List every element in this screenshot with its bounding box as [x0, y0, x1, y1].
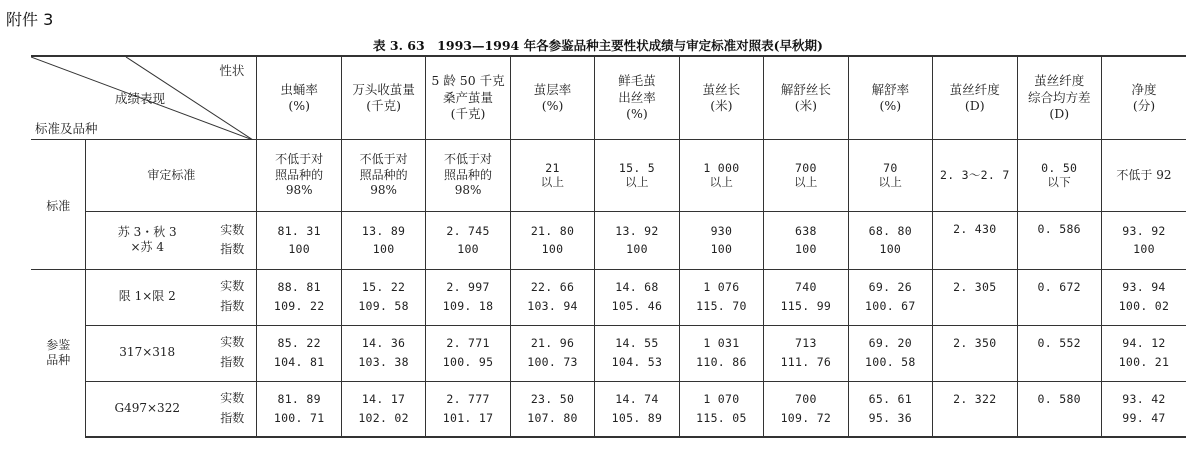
variety-name	[86, 381, 208, 437]
column-header-line: 解舒丝长	[780, 81, 831, 97]
actual-value: 2. 997	[446, 280, 490, 295]
index-value: 100	[1133, 242, 1155, 257]
actual-value: 2. 350	[953, 335, 997, 350]
actual-value: 0. 586	[1037, 222, 1081, 237]
index-value: 100. 95	[442, 355, 494, 369]
data-cell	[341, 325, 425, 381]
criteria-cell	[257, 139, 341, 212]
measure-labels	[208, 269, 257, 325]
data-cell-stack	[849, 280, 932, 314]
data-cell-stack	[426, 336, 509, 370]
column-header-line: 出丝率	[618, 89, 656, 105]
data-cell-stack	[342, 224, 425, 258]
table-caption: 表 3. 63 1993—1994 年各参鉴品种主要性状成绩与审定标准对照表(早秋期)	[373, 38, 823, 53]
data-cell-stack	[680, 280, 763, 314]
data-cell-stack	[595, 224, 678, 258]
criteria-value-line: 不低于 92	[1116, 167, 1172, 182]
variety-name-line: G497×322	[114, 400, 180, 415]
index-value: 100	[626, 242, 648, 257]
actual-value: 85. 22	[277, 336, 321, 351]
index-value: 105. 46	[611, 299, 663, 313]
column-header-line: 鲜毛茧	[618, 73, 656, 89]
actual-value: 2. 430	[953, 222, 997, 237]
index-value: 105. 89	[611, 410, 663, 425]
variety-row	[31, 212, 1186, 269]
data-cell	[933, 212, 1017, 269]
criteria-cell	[848, 139, 932, 212]
group-label-standard: 标准	[46, 199, 71, 214]
column-header-line: (分)	[1132, 97, 1156, 113]
actual-label: 实数	[220, 335, 245, 350]
column-header-line: (%)	[879, 97, 902, 113]
index-value: 100. 73	[527, 355, 578, 369]
column-header	[595, 56, 679, 139]
data-cell-stack	[257, 392, 340, 426]
data-cell	[595, 269, 679, 325]
data-cell	[1101, 269, 1186, 325]
data-cell-stack	[680, 392, 763, 426]
criteria-value-line: 不低于对	[275, 152, 324, 167]
criteria-value-line: 照品种的	[359, 167, 408, 182]
column-header-line: (D)	[964, 97, 985, 113]
column-header-line: 5 龄 50 千克	[431, 73, 505, 89]
data-cell	[848, 269, 932, 325]
data-cell-stack	[1018, 392, 1101, 426]
data-cell-stack	[933, 280, 1016, 314]
column-header-line: 茧丝纤度	[949, 81, 1000, 97]
actual-value: 2. 771	[446, 336, 490, 351]
data-cell	[257, 269, 341, 325]
criteria-value-line: 以下	[1047, 175, 1072, 190]
data-cell	[1101, 212, 1186, 269]
data-cell	[426, 269, 510, 325]
column-header-line: (D)	[1049, 105, 1070, 121]
index-value: 102. 02	[358, 410, 409, 425]
actual-value: 13. 92	[615, 223, 659, 238]
actual-value: 1 031	[703, 336, 740, 351]
data-cell	[510, 269, 594, 325]
data-cell	[426, 325, 510, 381]
actual-value: 740	[795, 280, 817, 295]
data-cell	[510, 381, 594, 437]
data-cell-stack	[595, 392, 678, 426]
data-cell-stack	[764, 336, 847, 370]
index-value: 100	[879, 242, 902, 257]
data-cell	[1101, 325, 1186, 381]
data-cell	[933, 381, 1017, 437]
actual-value: 2. 745	[446, 223, 490, 238]
header-row	[31, 56, 1186, 139]
data-cell	[933, 269, 1017, 325]
criteria-value-line: 98%	[370, 183, 397, 198]
index-value: 100. 67	[865, 299, 916, 313]
actual-value: 14. 17	[361, 391, 406, 406]
measure-label-stack	[208, 391, 256, 426]
index-value: 99. 47	[1122, 410, 1166, 425]
index-value: 100	[541, 242, 564, 257]
criteria-value-line: 70	[883, 160, 898, 175]
index-value: 109. 72	[780, 410, 832, 425]
criteria-value-line: 以上	[878, 175, 903, 190]
data-cell	[341, 381, 425, 437]
index-value: 100	[372, 242, 395, 257]
index-value: 111. 76	[780, 355, 832, 369]
data-cell-stack	[933, 392, 1016, 426]
data-cell	[764, 381, 848, 437]
index-value: 109. 58	[358, 299, 409, 313]
data-cell	[426, 381, 510, 437]
index-value: 100. 71	[273, 410, 325, 425]
index-label: 指数	[220, 299, 245, 313]
data-cell	[510, 212, 594, 269]
criteria-cell	[1101, 139, 1186, 212]
column-header-line: 茧丝长	[702, 81, 741, 97]
criteria-value-line: 照品种的	[444, 167, 493, 182]
column-header	[679, 56, 763, 139]
actual-value: 0. 580	[1037, 391, 1081, 406]
criteria-value-line: 98%	[285, 183, 313, 198]
column-header	[848, 56, 932, 139]
criteria-cell	[341, 139, 425, 212]
column-header	[341, 56, 425, 139]
data-cell	[1017, 381, 1101, 437]
criteria-value-line: 0. 50	[1041, 160, 1078, 175]
data-cell-stack	[511, 336, 594, 370]
actual-value: 0. 672	[1037, 279, 1081, 294]
actual-value: 700	[795, 391, 817, 406]
column-header-line: 万头收茧量	[352, 81, 415, 97]
data-cell-stack	[511, 224, 594, 258]
variety-name-line: 317×318	[119, 345, 176, 360]
data-cell-stack	[257, 280, 340, 314]
group-label-reference	[31, 269, 86, 437]
index-value: 104. 53	[611, 355, 663, 369]
measure-label-stack	[208, 335, 256, 370]
actual-value: 13. 89	[361, 223, 406, 238]
variety-name	[86, 269, 208, 325]
data-cell-stack	[1018, 280, 1101, 314]
data-cell	[764, 325, 848, 381]
column-header-line: (米)	[794, 97, 817, 113]
criteria-value-line: 700	[795, 160, 817, 175]
data-cell-stack	[933, 336, 1016, 370]
criteria-cell	[933, 139, 1017, 212]
column-header	[1101, 56, 1186, 139]
data-cell	[848, 325, 932, 381]
index-value	[1018, 410, 1101, 425]
actual-label: 实数	[220, 279, 245, 294]
column-header-line: (米)	[710, 97, 733, 113]
actual-value: 93. 42	[1122, 391, 1166, 406]
criteria-value-line: 21	[545, 160, 560, 175]
actual-value: 15. 22	[361, 280, 406, 295]
data-cell-stack	[426, 280, 509, 314]
data-cell	[679, 325, 763, 381]
data-cell-stack	[595, 280, 678, 314]
actual-value: 1 076	[703, 280, 740, 295]
column-header-line: 茧层率	[533, 81, 572, 97]
data-cell	[595, 381, 679, 437]
column-header-line: 桑产茧量	[443, 89, 494, 105]
criteria-value-line: 以上	[540, 175, 565, 190]
criteria-cell	[595, 139, 679, 212]
data-cell-stack	[426, 224, 509, 258]
data-cell-stack	[426, 392, 509, 426]
measure-labels	[208, 381, 257, 437]
column-header-line: (%)	[626, 105, 648, 121]
data-cell-stack	[764, 280, 847, 314]
actual-label: 实数	[220, 222, 245, 237]
criteria-value-line: 1 000	[703, 160, 740, 175]
index-label: 指数	[220, 355, 245, 369]
variety-name-line: 苏 3・秋 3	[117, 224, 177, 239]
column-header	[426, 56, 510, 139]
actual-value: 2. 777	[446, 391, 490, 406]
criteria-value-line: 以上	[709, 175, 734, 190]
trait-comparison-table	[31, 55, 1186, 438]
column-header	[257, 56, 341, 139]
data-cell-stack	[764, 392, 847, 426]
column-header-line: 解舒率	[871, 81, 910, 97]
measure-labels	[208, 325, 257, 381]
criteria-cell	[1017, 139, 1101, 212]
index-value: 100	[710, 242, 733, 257]
group-label-reference-line: 参鉴	[46, 337, 71, 352]
data-cell-stack	[257, 224, 340, 258]
data-cell	[595, 325, 679, 381]
data-cell	[1017, 269, 1101, 325]
corner-trait-label: 性状	[219, 63, 245, 78]
data-cell	[679, 269, 763, 325]
data-cell-stack	[933, 222, 1016, 256]
data-cell	[426, 212, 510, 269]
index-value	[1018, 241, 1101, 256]
data-cell	[764, 269, 848, 325]
measure-labels	[208, 212, 257, 269]
index-value: 100	[457, 242, 479, 257]
actual-value: 65. 61	[868, 391, 912, 406]
data-cell-stack	[595, 336, 678, 370]
actual-value: 81. 89	[277, 391, 321, 406]
data-cell-stack	[342, 392, 425, 426]
corner-performance-label: 成绩表现	[115, 91, 166, 106]
index-value: 100. 58	[865, 355, 916, 369]
index-value: 115. 70	[696, 299, 747, 313]
actual-label: 实数	[220, 391, 245, 406]
actual-value: 21. 80	[530, 223, 575, 238]
actual-value: 69. 26	[868, 280, 912, 295]
group-label-reference-line: 品种	[46, 353, 71, 368]
data-cell-stack	[1102, 336, 1186, 370]
data-cell-stack	[849, 336, 932, 370]
data-cell-stack	[1018, 336, 1101, 370]
criteria-value-line: 不低于对	[444, 152, 493, 167]
criteria-cell	[510, 139, 594, 212]
actual-value: 68. 80	[868, 223, 912, 238]
data-cell-stack	[1102, 280, 1186, 314]
actual-value: 81. 31	[277, 223, 321, 238]
measure-label-stack	[208, 223, 256, 258]
index-value	[1018, 298, 1101, 313]
index-value	[1018, 354, 1101, 369]
data-cell	[933, 325, 1017, 381]
criteria-value-line: 照品种的	[275, 167, 324, 182]
criteria-value-line: 98%	[454, 183, 482, 198]
column-header-line: 净度	[1131, 81, 1157, 97]
variety-name	[86, 212, 208, 269]
index-value: 100. 21	[1118, 355, 1170, 369]
column-header	[764, 56, 848, 139]
data-cell	[679, 381, 763, 437]
column-header	[933, 56, 1017, 139]
criteria-row	[31, 139, 1186, 212]
actual-value: 14. 36	[361, 336, 406, 351]
actual-value: 69. 20	[868, 336, 912, 351]
variety-name-line: 限 1×限 2	[118, 289, 176, 304]
index-value	[933, 241, 1016, 256]
variety-row	[31, 325, 1186, 381]
index-value: 103. 94	[527, 299, 578, 313]
data-cell	[848, 212, 932, 269]
data-cell-stack	[849, 224, 932, 258]
variety-name-line: ×苏 4	[130, 240, 164, 255]
corner-header	[31, 56, 257, 139]
data-cell	[848, 381, 932, 437]
column-header	[1017, 56, 1101, 139]
data-cell	[595, 212, 679, 269]
variety-row	[31, 381, 1186, 437]
index-value: 107. 80	[527, 410, 578, 425]
data-cell	[257, 212, 341, 269]
corner-standard-variety-label: 标准及品种	[35, 121, 98, 136]
index-value: 100	[288, 242, 310, 257]
index-value: 100. 02	[1118, 299, 1170, 313]
data-cell-stack	[764, 224, 847, 258]
data-cell	[1017, 325, 1101, 381]
index-value: 100	[795, 242, 817, 257]
column-header-line: 综合均方差	[1027, 89, 1091, 105]
index-value: 115. 05	[696, 410, 747, 425]
actual-value: 21. 96	[530, 336, 575, 351]
actual-value: 93. 94	[1122, 280, 1166, 295]
data-cell	[1017, 212, 1101, 269]
criteria-cell	[764, 139, 848, 212]
actual-value: 713	[795, 336, 817, 351]
data-cell-stack	[680, 224, 763, 258]
index-value	[933, 298, 1016, 313]
data-cell-stack	[511, 280, 594, 314]
criteria-value-line: 以上	[625, 175, 649, 190]
measure-label-stack	[208, 279, 256, 314]
column-header-line: 虫蛹率	[280, 81, 318, 97]
variety-name	[86, 325, 208, 381]
actual-value: 93. 92	[1122, 223, 1166, 238]
data-cell-stack	[1102, 392, 1186, 426]
criteria-value-line: 以上	[794, 175, 818, 190]
data-cell	[679, 212, 763, 269]
column-header-line: (%)	[288, 97, 310, 113]
criteria-label: 审定标准	[86, 139, 257, 212]
actual-value: 88. 81	[277, 280, 321, 295]
actual-value: 14. 74	[615, 391, 659, 406]
column-header-line: (千克)	[450, 105, 486, 121]
index-value: 95. 36	[868, 410, 912, 425]
actual-value: 14. 68	[615, 280, 659, 295]
index-label: 指数	[220, 242, 245, 257]
criteria-cell	[679, 139, 763, 212]
actual-value: 14. 55	[615, 336, 659, 351]
index-value: 115. 99	[780, 299, 832, 313]
actual-value: 930	[710, 223, 733, 238]
index-value	[933, 410, 1016, 425]
index-value: 103. 38	[358, 355, 409, 369]
data-cell	[764, 212, 848, 269]
data-cell	[341, 269, 425, 325]
column-header-line: 茧丝纤度	[1034, 73, 1085, 89]
data-cell-stack	[849, 392, 932, 426]
criteria-value-line: 不低于对	[359, 152, 408, 167]
index-value: 110. 86	[696, 355, 747, 369]
index-value	[933, 354, 1016, 369]
column-header	[510, 56, 594, 139]
actual-value: 22. 66	[530, 280, 575, 295]
data-cell-stack	[257, 336, 340, 370]
data-cell-stack	[511, 392, 594, 426]
column-header-line: (千克)	[366, 97, 401, 113]
column-header-line: (%)	[541, 97, 564, 113]
data-cell-stack	[680, 336, 763, 370]
actual-value: 2. 322	[953, 391, 997, 406]
actual-value: 94. 12	[1122, 336, 1166, 351]
data-cell-stack	[1102, 224, 1186, 258]
actual-value: 1 070	[703, 391, 740, 406]
index-value: 109. 18	[442, 299, 494, 313]
criteria-value-line: 2. 3～2. 7	[939, 167, 1010, 182]
data-cell-stack	[1018, 222, 1101, 256]
actual-value: 23. 50	[530, 391, 575, 406]
index-label: 指数	[220, 410, 245, 425]
criteria-value-line: 15. 5	[618, 160, 656, 175]
attachment-label: 附件 3	[6, 10, 54, 29]
actual-value: 0. 552	[1037, 335, 1081, 350]
actual-value: 638	[795, 223, 817, 238]
index-value: 101. 17	[442, 410, 494, 425]
criteria-cell	[426, 139, 510, 212]
actual-value: 2. 305	[953, 279, 997, 294]
variety-row	[31, 269, 1186, 325]
data-cell	[1101, 381, 1186, 437]
data-cell-stack	[342, 336, 425, 370]
index-value: 109. 22	[273, 299, 325, 313]
data-cell	[510, 325, 594, 381]
data-cell-stack	[342, 280, 425, 314]
data-cell	[257, 381, 341, 437]
data-cell	[257, 325, 341, 381]
data-cell	[341, 212, 425, 269]
index-value: 104. 81	[273, 355, 325, 369]
